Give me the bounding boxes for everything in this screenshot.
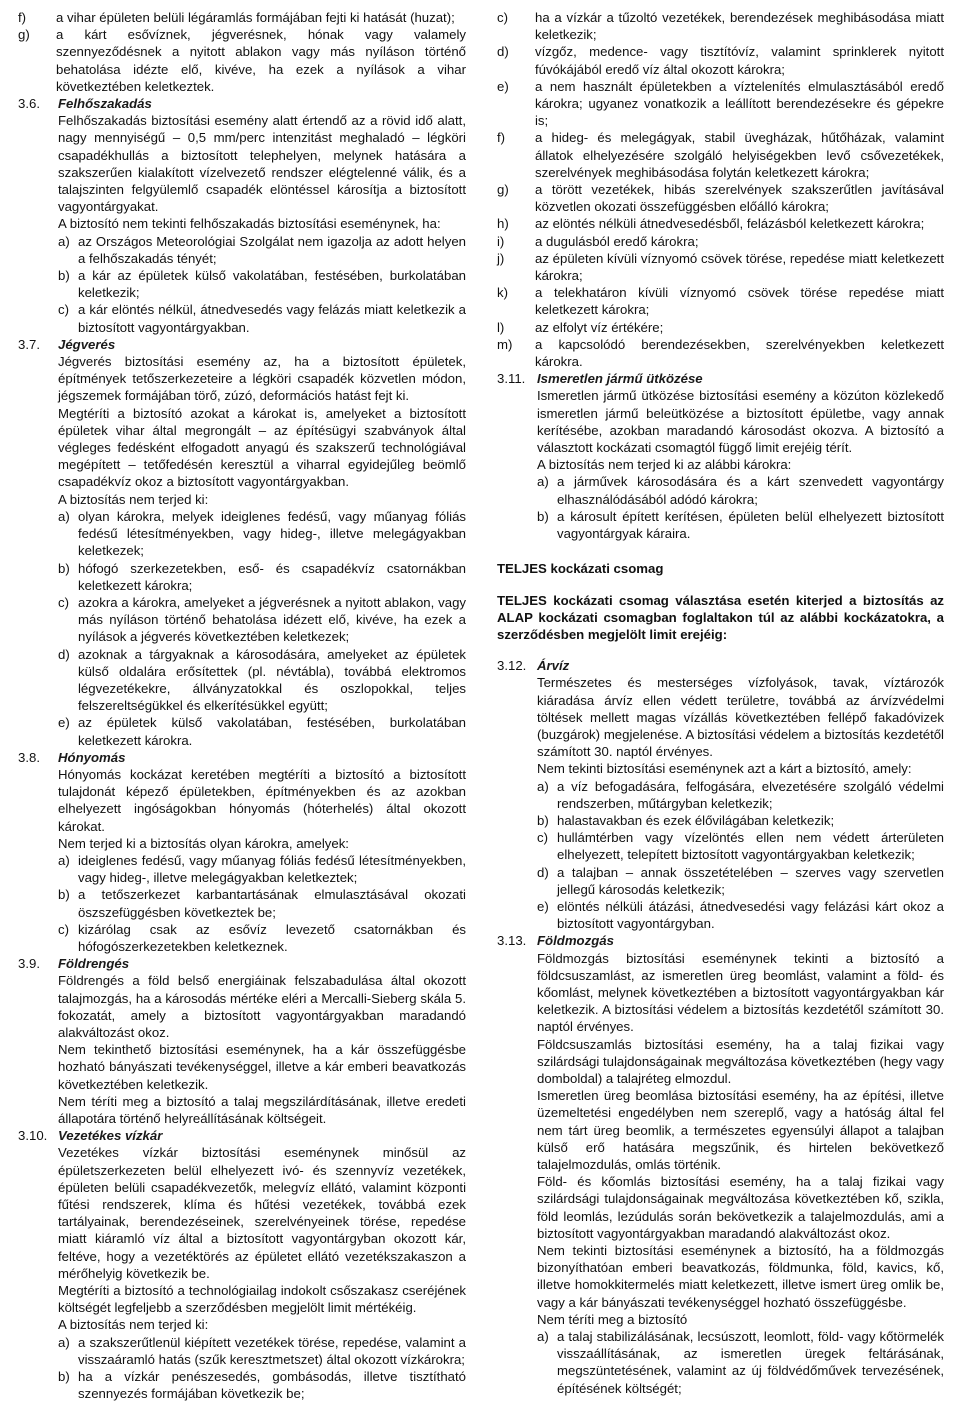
list-label: a) (537, 1329, 549, 1345)
list-label: b) (537, 508, 549, 524)
list-item (18, 1334, 466, 1368)
list-label: a) (58, 852, 70, 868)
right-top-item (497, 181, 944, 215)
list-text: a járművek károsodására és a kárt szenvedett vagyontárgy elhasználódásából adódó károkra; (557, 474, 944, 507)
section-number: 3.8. (18, 749, 40, 765)
package-intro: TELJES kockázati csomag választása esetén kiterjed a biztosítás az ALAP kockázati csomagban foglaltakon túl az alábbi kockázatokra, a szerződésben megjelölt limit erejéig: (497, 592, 944, 642)
section-title: Földrengés (58, 956, 130, 972)
list-text: olyan károkra, melyek ideiglenes fedésű, vagy műanyag fóliás fedésű létesítményekben, vagy hideg-, illetve melegágyakban keletkezek; (78, 508, 466, 559)
list-item (497, 898, 944, 932)
list-label: b) (537, 812, 549, 828)
list-text: a talaj stabilizálásának, lecsúszott, leomlott, föld- vagy kőtörmelék visszaállításának, az ismeretlen üregek feltárásának, megszüntetésének, valamint az új földvédőművek tervezésének, építésének költségét; (557, 1329, 944, 1396)
list-text: a szakszerűtlenül kiépített vezetékek törése, repedése, valamint a visszaáramló hatás (szűk keresztmetszet) által okozott vízkárokra; (78, 1334, 466, 1367)
list-text: azoknak a tárgyaknak a károsodására, amelyeket az épületek külső oldalára erősítettek (pl. névtábla), továbbá elektromos légvezetékekre, állványzatokkal és oszlopokkal, teljes felszereltségükkel és elkerítésükkel együtt; (78, 646, 466, 714)
list-item (497, 473, 944, 507)
list-label: m) (497, 336, 513, 352)
paragraph: Megtéríti a biztosító azokat a károkat is, amelyeket a biztosított épületek vihar által megrongált – az építésügyi szabványok által végleges fedésként elfogadott anyagú és szakszerű technológiával megépített – tetőfedésén keresztül a viharral egyidejűleg beömlő csapadékvíz okoz a biztosított vagyontárgyakban. (58, 405, 466, 490)
section-number: 3.13. (497, 933, 527, 949)
right-top-item (497, 215, 944, 232)
list-item (18, 646, 466, 715)
section-3-12- (497, 657, 944, 674)
paragraph: Föld- és kőomlás biztosítási esemény, ha a talaj fizikai vagy szilárdsági tulajdonságainak megváltozása következtében kő, szikla, föld leomlás, lezúdulás során bekövetkezik a talajelmozdulás, ami a biztosított vagyontárgyakban maradandó alakváltozást okoz. (537, 1174, 944, 1241)
paragraph: Nem tekinti biztosítási eseménynek azt a kárt a biztosító, amely: (537, 761, 912, 777)
list-item (497, 1328, 944, 1397)
right-top-item (497, 336, 944, 370)
list-text: a kár elöntés nélkül, átnedvesedés vagy felázás miatt keletkezik a biztosított vagyontárgyakban. (78, 302, 466, 335)
paragraph: A biztosító nem tekinti felhőszakadás biztosítási eseménynek, ha: (58, 216, 441, 232)
list-label: b) (58, 268, 70, 284)
list-text: ideiglenes fedésű, vagy műanyag fóliás fedésű létesítményekben, vagy hideg-, illetve melegágyakban keletkeztek; (78, 852, 466, 886)
list-text: a tetőszerkezet karbantartásának elmulasztásával okozati öszszefüggésben következtek be; (78, 887, 466, 920)
list-text: a nem használt épületekben a víztelenítés elmulasztásából eredő károkra; ugyanez vonatkozik a leállított berendezésekre és gépekre is; (535, 78, 944, 129)
section-3-9- (18, 955, 466, 972)
list-item (18, 921, 466, 955)
list-text: vízgőz, medence- vagy tisztítóvíz, valamint sprinklerek nyitott fúvókájából eredő víz által okozott károkra; (535, 44, 944, 77)
list-label: e) (58, 715, 70, 731)
list-item (18, 1368, 466, 1402)
paragraph: Nem terjed ki a biztosítás olyan károkra, amelyek: (58, 835, 349, 851)
list-label: c) (58, 594, 69, 610)
list-label: d) (537, 864, 549, 880)
paragraph: A biztosítás nem terjed ki az alábbi károkra: (537, 457, 792, 473)
paragraph: Földmozgás biztosítási eseménynek tekinti a biztosító a földcsuszamlást, az ismeretlen üreg beomlást, valamint a föld- és kőomlást, melynek következtében a biztosított vagyontárgyakban kár keletkezik. A biztosítási védelem a biztosítás kezdetétől számított 30. naptól érvényes. (537, 950, 944, 1035)
list-label: d) (497, 44, 509, 60)
paragraph: A biztosítás nem terjed ki: (58, 491, 209, 507)
paragraph: Természetes és mesterséges vízfolyások, tavak, víztározók kiáradása árvíz ellen védett területre, továbbá az árvízvédelmi töltések mellett magas vízállás következtében fellépő fakadóvizek (buzgárok) megjelenése. A biztosítási védelem a biztosítás kezdetétől számított 30. naptól érvényes. (537, 675, 944, 760)
section-title: Hónyomás (58, 749, 126, 765)
list-text: az elöntés nélküli átnedvesedésből, felázásból keletkezett károkra; (535, 216, 925, 232)
section-number: 3.6. (18, 96, 40, 112)
right-top-item (497, 250, 944, 284)
left-top-item (18, 26, 466, 95)
list-text: az épületen kívüli víznyomó csövek törése, repedése miatt keletkezett károkra; (535, 250, 944, 284)
paragraph: Jégverés biztosítási esemény az, ha a biztosított épületek, építmények tetőszerkezeteire a légköri csapadék közvetlen módon, jégszemek formájában törő, zúzó, deformációs hatást fejt ki. (58, 354, 466, 404)
list-text: a víz befogadására, felfogására, elvezetésére szolgáló védelmi rendszerben, műtárgyban keletkezik; (557, 778, 944, 811)
list-text: a károsult épített kerítésen, épületen belül elhelyezett biztosított vagyontárgyak káraira. (557, 508, 944, 542)
paragraph: Földrengés a föld belső energiáinak felszabadulása által okozott talajmozgás, ha a károsodás mértéke eléri a Mercalli-Sieberg skála 5. fokozatát, amely a biztosított vagyontárgyakban maradandó alakváltozást okoz. (58, 973, 466, 1040)
list-text: hófogó szerkezetekben, eső- és csapadékvíz csatornákban keletkezett károkra; (78, 560, 466, 593)
paragraph: Vezetékes vízkár biztosítási eseménynek minősül az épületszerkezeten belül elhelyezett ivó- és szennyvíz vezetékek, épületen belüli csapadékvezetők, melegvíz ellátó, valamint központi fűtési rendszerek, klíma és hűtési vezetékek, továbbá ezek tartályainak, berendezéseinek, szerelvényeinek törése, repedése miatt kiáramló víz által a biztosított vagyontárgyban okozott kár, feltéve, hogy a vezetéktörés az épületet ellátó vezetékszakaszon a mérőhelyig következik be. (58, 1145, 466, 1281)
list-label: g) (18, 27, 30, 43)
list-text: az épületek külső vakolatában, festésében, burkolatában keletkezett károkra. (78, 715, 466, 748)
list-label: a) (58, 508, 70, 524)
paragraph: A biztosítás nem terjed ki: (58, 1317, 209, 1333)
list-label: k) (497, 285, 508, 301)
list-label: b) (58, 887, 70, 903)
right-top-item (497, 284, 944, 318)
list-item (18, 267, 466, 301)
list-text: a dugulásból eredő károkra; (535, 233, 699, 249)
right-column (497, 9, 944, 1397)
list-item (18, 594, 466, 646)
section-title: Felhőszakadás (58, 96, 152, 112)
list-item (497, 812, 944, 829)
left-column (18, 9, 466, 1402)
list-text: az elfolyt víz értékére; (535, 319, 664, 335)
section-title: Árvíz (537, 658, 570, 674)
list-item (497, 829, 944, 863)
section-title: Földmozgás (537, 933, 614, 949)
list-text: a hideg- és melegágyak, stabil üvegházak, hűtőházak, valamint állatok elhelyezésére szolgáló helyiségekben levő csővezetékek, szerelvények meghibásodása folytán keletkezett károkra; (535, 130, 944, 180)
paragraph: Ismeretlen üreg beomlása biztosítási esemény, ha az építési, illetve üzemeltetési engedélyben nem szereplő, vagy a hatóság által fel nem tárt üreg beomlik, a természetes egyensúlyi állapot a talajban külső erő hatására megszűnik, és hirtelen bekövetkező talajelmozdulás, omlás történik. (537, 1088, 944, 1172)
section-title: Ismeretlen jármű ütközése (537, 371, 703, 387)
right-top-item (497, 233, 944, 250)
list-text: a kárt esővíznek, jégverésnek, hónak vagy valamely szennyeződésnek a nyitott ablakon vagy más nyíláson történő behatolása idézte elő, kivéve, ha ezek a nyílások a vihar következtében keletkeztek. (56, 27, 466, 94)
list-label: i) (497, 233, 505, 249)
list-text: az Országos Meteorológiai Szolgálat nem igazolja az adott helyen a felhőszakadás tényét; (78, 233, 466, 266)
list-item (18, 714, 466, 748)
paragraph: Nem téríti meg a biztosító a talaj megszilárdításának, illetve eredeti állapotára történő helyreállításának költségeit. (58, 1093, 466, 1126)
package-heading: TELJES kockázati csomag (497, 561, 664, 577)
list-item (18, 233, 466, 267)
list-label: c) (58, 921, 69, 937)
list-label: a) (58, 1334, 70, 1350)
list-text: ha a vízkár a tűzoltó vezetékek, berendezések meghibásodása miatt keletkezik; (535, 10, 944, 43)
section-number: 3.7. (18, 336, 40, 352)
list-label: h) (497, 216, 509, 232)
list-item (18, 508, 466, 560)
list-item (497, 508, 944, 542)
list-label: j) (497, 250, 505, 266)
list-label: c) (537, 830, 548, 846)
list-label: e) (497, 78, 509, 94)
list-item (18, 560, 466, 594)
list-label: l) (497, 319, 505, 335)
list-text: elöntés nélküli átázási, átnedvesedési vagy felázási kárt okoz a biztosított vagyontárgyban. (557, 898, 944, 932)
list-item (18, 852, 466, 886)
section-3-8- (18, 749, 466, 766)
section-number: 3.10. (18, 1128, 48, 1144)
section-number: 3.12. (497, 658, 527, 674)
right-top-item (497, 319, 944, 336)
section-3-13- (497, 932, 944, 949)
list-label: a) (58, 233, 70, 249)
list-text: a kapcsolódó berendezésekben, szerelvényekben keletkezett károkra. (535, 336, 944, 370)
list-label: f) (18, 10, 27, 25)
section-title: Jégverés (58, 336, 116, 352)
list-label: b) (58, 560, 70, 576)
list-label: e) (537, 898, 549, 914)
list-item (497, 864, 944, 898)
list-text: ha a vízkár penészesedés, gombásodás, illetve tisztítható szennyezés formájában következik be; (78, 1369, 466, 1402)
list-text: hullámtérben vagy vízelöntés ellen nem védett árterületen elhelyezett, telepített biztosított vagyontárgyakban keletkezik; (557, 830, 944, 863)
list-label: d) (58, 646, 70, 662)
paragraph: Nem tekinthető biztosítási eseménynek, ha a kár összefüggésbe hozható bányászati tevékenységgel, illetve a kár emberi beavatkozás következtében keletkezik. (58, 1042, 466, 1092)
right-top-item (497, 43, 944, 77)
right-top-item (497, 129, 944, 181)
paragraph: Megtéríti a biztosító a technológiailag indokolt csőszakasz cseréjének költségét legfeljebb a szerződésben megjelölt limit mértékéig. (58, 1283, 466, 1316)
section-number: 3.11. (497, 371, 526, 387)
section-3-10- (18, 1127, 466, 1144)
section-3-6- (18, 95, 466, 112)
paragraph: Felhőszakadás biztosítási esemény alatt értendő az a rövid idő alatt, nagy mennyiségű – 0,5 mm/perc intenzitást meghaladó – légköri csapadékhullás a biztosított telephelyen, melynek hatására a szakszerűen kialakított vízelvezető rendszer elégtelenné válik, és a talajszinten felgyülemlő csapadék elöntéssel károsítja a biztosított vagyontárgyakat. (58, 113, 466, 215)
section-3-11- (497, 370, 944, 387)
list-text: halastavakban és ezek élővilágában keletkezik; (557, 812, 835, 828)
list-text: a talajban – annak összetételében – szerves vagy szervetlen jellegű károsodás keletkezik; (557, 864, 944, 897)
list-label: b) (58, 1369, 70, 1385)
left-top-item (18, 9, 466, 26)
list-item (18, 301, 466, 335)
paragraph: Nem tekinti biztosítási eseménynek a biztosító, ha a földmozgás bizonyíthatóan emberi beavatkozás, földmunka, föld, kavics, kő, illetve homokkitermelés miatt keletkezett, illetve ismert üreg omlik be, vagy a kár bányászati tevékenységgel hozható összefüggésbe. (537, 1243, 944, 1310)
list-label: a) (537, 474, 549, 490)
list-label: a) (537, 778, 549, 794)
section-title: Vezetékes vízkár (58, 1128, 163, 1144)
section-3-7- (18, 336, 466, 353)
list-text: a telekhatáron kívüli víznyomó csövek törése repedése miatt keletkezett károkra; (535, 285, 944, 318)
list-label: g) (497, 182, 509, 198)
list-item (18, 886, 466, 920)
list-label: c) (497, 10, 508, 25)
list-text: kizárólag csak az esővíz levezető csatornákban és hófogószerkezetekben keletkeznek. (78, 921, 466, 954)
list-text: a kár az épületek külső vakolatában, festésében, burkolatában keletkezik; (78, 268, 466, 301)
list-text: a vihar épületen belüli légáramlás formájában fejti ki hatását (huzat); (56, 10, 455, 25)
right-top-item (497, 78, 944, 130)
section-number: 3.9. (18, 956, 40, 972)
paragraph: Ismeretlen jármű ütközése biztosítási esemény a közúton közlekedő ismeretlen jármű beleütközése a biztosított épületbe, vagy annak kerítésébe, azokban maradandó károsodást okozva. A biztosító a választott kockázati csomagtól függő limit erejéig térít. (537, 388, 944, 456)
list-item (497, 778, 944, 812)
paragraph: Hónyomás kockázat keretében megtéríti a biztosító a biztosított tulajdonát képező épületekben, építményekben és az azokban elhelyezett ingóságokban hónyomás (hóterhelés) által okozott károkat. (58, 766, 466, 834)
list-label: c) (58, 302, 69, 318)
list-label: f) (497, 130, 506, 146)
right-top-item (497, 9, 944, 43)
list-text: a törött vezetékek, hibás szerelvények szakszerűtlen javításával közvetlen okozati összefüggésben előálló károkra; (535, 182, 944, 215)
list-text: azokra a károkra, amelyeket a jégverésnek a nyitott ablakon, vagy más nyíláson történő behatolása idézett elő, kivéve, ha ezek a nyílások a jégverés következtében keletkezek; (78, 594, 466, 645)
paragraph: Földcsuszamlás biztosítási esemény, ha a talaj fizikai vagy szilárdsági tulajdonságainak megváltozása következtében (hegy vagy domboldal) a talajréteg elmozdul. (537, 1036, 944, 1086)
paragraph: Nem téríti meg a biztosító (537, 1311, 688, 1327)
